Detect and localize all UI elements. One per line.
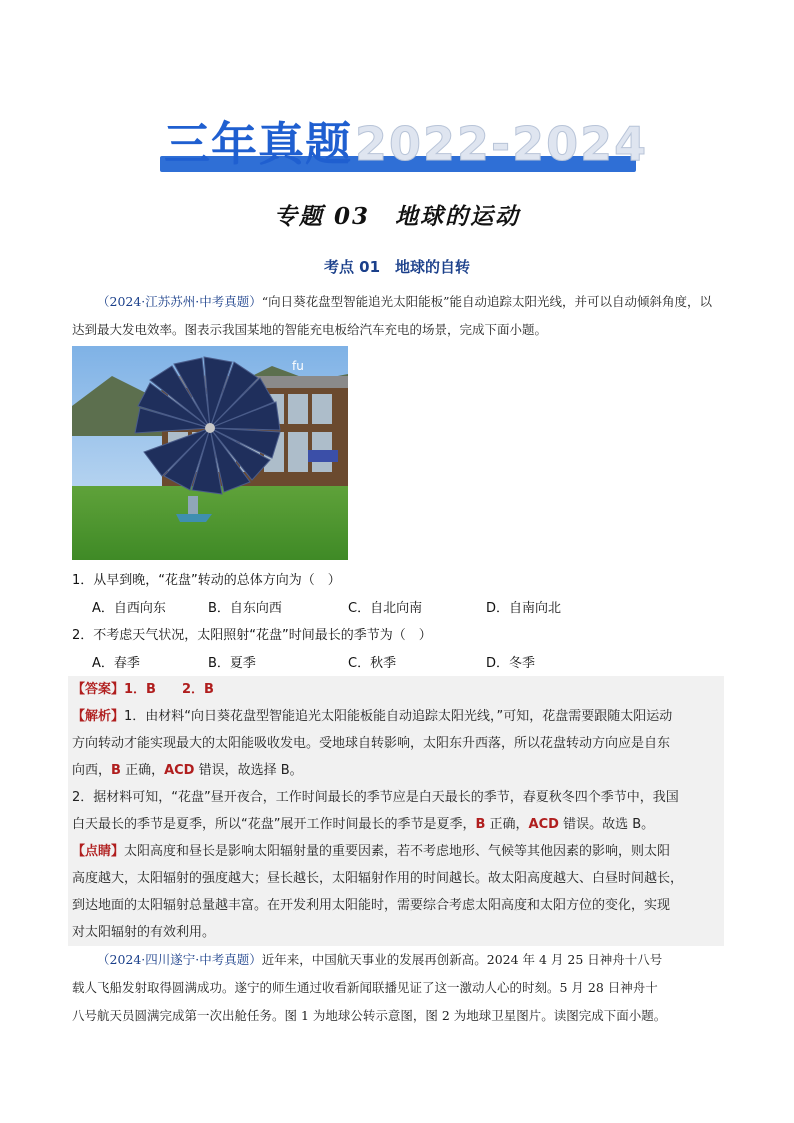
analysis-line-5: [72, 811, 726, 838]
answer-tag: 【答案】: [72, 682, 125, 697]
passage-1-source: （2024·江苏苏州·中考真题）: [97, 294, 262, 309]
header-banner: [150, 112, 649, 180]
point-title: 考点 01 地球的自转: [323, 258, 471, 276]
passage-2-line-2: 载人飞船发射取得圆满成功。遂宁的师生通过收看新闻联播见证了这一激动人心的时刻。5 月 28 日神舟十: [72, 980, 658, 995]
passage-2-text: 近年来，中国航天事业的发展再创新高。2024 年 4 月 25 日神舟十八号: [261, 952, 663, 967]
question-1-stem: 1．从早到晚，“花盘”转动的总体方向为（ ）: [72, 573, 341, 588]
question-1-option-a: A．自西向东: [92, 601, 166, 616]
analysis-line-3: [72, 757, 726, 784]
photo-illustration: [72, 346, 348, 560]
question-2-option-d: D．冬季: [486, 656, 536, 671]
analysis-tag: 【解析】: [72, 709, 125, 724]
analysis-line-2: 方向转动才能实现最大的太阳能吸收发电。受地球自转影响，太阳东升西落，所以花盘转动方向应是自东: [72, 736, 671, 751]
topic-title: 专题 03 地球的运动: [273, 203, 520, 230]
banner-years: 2022-2024: [355, 117, 649, 171]
analysis-text: 1．由材料“向日葵花盘型智能追光太阳能板能自动追踪太阳光线，”可知，花盘需要跟随太阳运动: [124, 709, 673, 724]
answer-value: 1．B 2．B: [124, 682, 214, 697]
question-2-stem: 2．不考虑天气状况，太阳照射“花盘”时间最长的季节为（ ）: [72, 628, 432, 643]
analysis-option-b: B: [111, 763, 121, 778]
answer-line: [72, 676, 726, 703]
photo-sign-text: fu: [292, 359, 304, 373]
analysis-option-acd: ACD: [528, 817, 559, 832]
question-2-options: [92, 652, 692, 672]
analysis-option-acd: ACD: [164, 763, 195, 778]
analysis-text: 正确，: [120, 763, 165, 778]
analysis-option-b: B: [475, 817, 486, 832]
passage-1: [72, 288, 724, 344]
tip-tag: 【点睛】: [72, 844, 125, 859]
tip-text: 太阳高度和昼长是影响太阳辐射量的重要因素，若不考虑地形、气候等其他因素的影响，则太阳: [124, 844, 671, 859]
tip-line-2: 高度越大，太阳辐射的强度越大；昼长越长，太阳辐射作用的时间越长。故太阳高度越大、白昼时间越长，: [72, 871, 684, 886]
question-2-option-c: C．秋季: [348, 656, 397, 671]
question-1-option-c: C．自北向南: [348, 601, 423, 616]
question-1-option-b: B．自东向西: [208, 601, 282, 616]
tip-line-3: 到达地面的太阳辐射总量越丰富。在开发利用太阳能时，需要综合考虑太阳高度和太阳方位的变化，实现: [72, 898, 671, 913]
analysis-text: 向西，: [72, 763, 112, 778]
tip-line-4: 对太阳辐射的有效利用。: [72, 925, 216, 940]
sunflower-solar-panel-photo: [72, 346, 348, 560]
analysis-text: 错误。故选 B。: [558, 817, 655, 832]
question-2-option-a: A．春季: [92, 656, 140, 671]
analysis-text: 白天最长的季节是夏季，所以“花盘”展开工作时间最长的季节是夏季，: [72, 817, 476, 832]
question-1-options: [92, 597, 692, 617]
analysis-line-1: [72, 703, 726, 730]
question-2-option-b: B．夏季: [208, 656, 256, 671]
analysis-text: 正确，: [485, 817, 529, 832]
passage-2-line-3: 八号航天员圆满完成第一次出舱任务。图 1 为地球公转示意图，图 2 为地球卫星图片。读图完成下面小题。: [72, 1008, 667, 1023]
passage-1-text: “向日葵花盘型智能追光太阳能板”能自动追踪太阳光线，并可以自动倾斜角度，以达到最大发电效率。图表示我国某地的智能充电板给汽车充电的场景，完成下面小题。: [72, 294, 713, 337]
analysis-text: 错误，故选择 B。: [194, 763, 303, 778]
banner-title: 三年真题: [164, 117, 352, 171]
passage-2-source: （2024·四川遂宁·中考真题）: [97, 952, 262, 967]
passage-2-line-1: [72, 946, 724, 974]
tip-line-1: [72, 838, 726, 865]
question-1-option-d: D．自南向北: [486, 601, 562, 616]
analysis-line-4: 2．据材料可知，“花盘”昼开夜合，工作时间最长的季节应是白天最长的季节，春夏秋冬四个季节中，我国: [72, 790, 679, 805]
